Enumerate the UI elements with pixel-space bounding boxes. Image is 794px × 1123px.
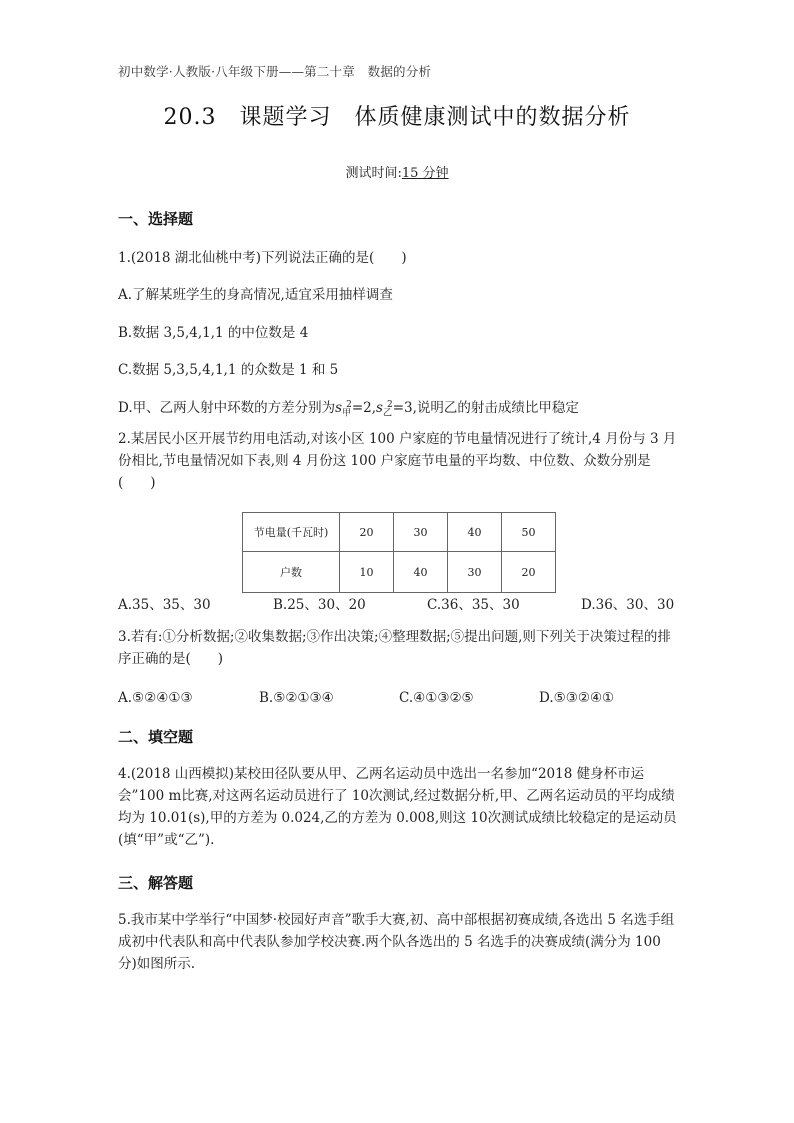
q1-stem: 1.(2018 湖北仙桃中考)下列说法正确的是( ): [118, 250, 407, 266]
test-time-label: 测试时间:: [345, 166, 402, 181]
variance-sup: 2: [386, 399, 393, 410]
q2-stem: 2.某居民小区开展节约用电活动,对该小区 100 户家庭的节电量情况进行了统计,4 月份与 3 月份相比,节电量情况如下表,则 4 月份这 100 户家庭节电量的平均数、中位数、众数分别是( ): [118, 431, 677, 491]
variance-sub-jia: 甲: [342, 408, 352, 419]
q3-stem: 3.若有:①分析数据;②收集数据;③作出决策;④整理数据;⑤提出问题,则下列关于决策过程的排序正确的是( ): [118, 629, 671, 667]
q1-option-b: B.数据 3,5,4,1,1 的中位数是 4: [118, 325, 309, 341]
q3-option-d: D.⑤③②④①: [539, 690, 615, 706]
table-row-header: 户数: [243, 552, 340, 593]
test-time: [0, 162, 794, 181]
test-time-value: 15 分钟: [401, 166, 449, 181]
table-cell: 30: [394, 513, 448, 552]
table-row: [243, 552, 556, 593]
page-title: 20.3 课题学习 体质健康测试中的数据分析: [163, 105, 631, 130]
q3-option-a: A.⑤②④①③: [118, 690, 193, 706]
table-cell: 50: [502, 513, 556, 552]
table-cell: 20: [502, 552, 556, 593]
table-cell: 20: [340, 513, 394, 552]
q2-option-c: C.36、35、30: [427, 597, 520, 613]
variance-symbol: s: [335, 400, 343, 416]
q2-option-d: D.36、30、30: [581, 597, 675, 613]
table-cell: 40: [448, 513, 502, 552]
q3-option-c: C.④①③②⑤: [399, 690, 474, 706]
q5-text: 5.我市某中学举行“中国梦·校园好声音”歌手大赛,初、高中部根据初赛成绩,各选出 5 名选手组成初中代表队和高中代表队参加学校决赛.两个队各选出的 5 名选手的决赛成绩(满分为 100 分)如图所示.: [118, 912, 675, 972]
savings-table: [242, 512, 556, 593]
variance-symbol: s: [376, 400, 383, 416]
q1-d-prefix: D.甲、乙两人射中环数的方差分别为: [118, 400, 336, 416]
section-fill: 二、填空题: [118, 728, 194, 746]
q1-option-a: A.了解某班学生的身高情况,适宜采用抽样调查: [118, 287, 393, 303]
table-row-header: 节电量(千瓦时): [243, 513, 340, 552]
table-cell: 30: [448, 552, 502, 593]
q1-d-mid: =2,: [351, 400, 377, 416]
q1-option-d: [118, 396, 678, 419]
section-answer: 三、解答题: [118, 874, 194, 892]
variance-sup: 2: [346, 399, 352, 410]
variance-sub-yi: 乙: [382, 408, 392, 419]
running-header: 初中数学·人教版·八年级下册——第二十章 数据的分析: [118, 64, 432, 79]
q2-option-a: A.35、35、30: [118, 597, 211, 613]
q2-option-b: B.25、30、20: [273, 597, 366, 613]
q1-d-suffix: =3,说明乙的射击成绩比甲稳定: [392, 400, 579, 416]
table-row: [243, 513, 556, 552]
table-cell: 40: [394, 552, 448, 593]
q4-text: 4.(2018 山西模拟)某校田径队要从甲、乙两名运动员中选出一名参加“2018 健身杯市运会”100 m比赛,对这两名运动员进行了 10次测试,经过数据分析,甲、乙两名运动员的平均成绩均为 10.01(s),甲的方差为 0.024,乙的方差为 0.008,则这 10次测试成绩比较稳定的是运动员(填“甲”或“乙”).: [118, 766, 677, 848]
q1-option-c: C.数据 5,3,5,4,1,1 的众数是 1 和 5: [118, 362, 339, 378]
section-choice: 一、选择题: [118, 210, 194, 228]
table-cell: 10: [340, 552, 394, 593]
q3-option-b: B.⑤②①③④: [259, 690, 334, 706]
